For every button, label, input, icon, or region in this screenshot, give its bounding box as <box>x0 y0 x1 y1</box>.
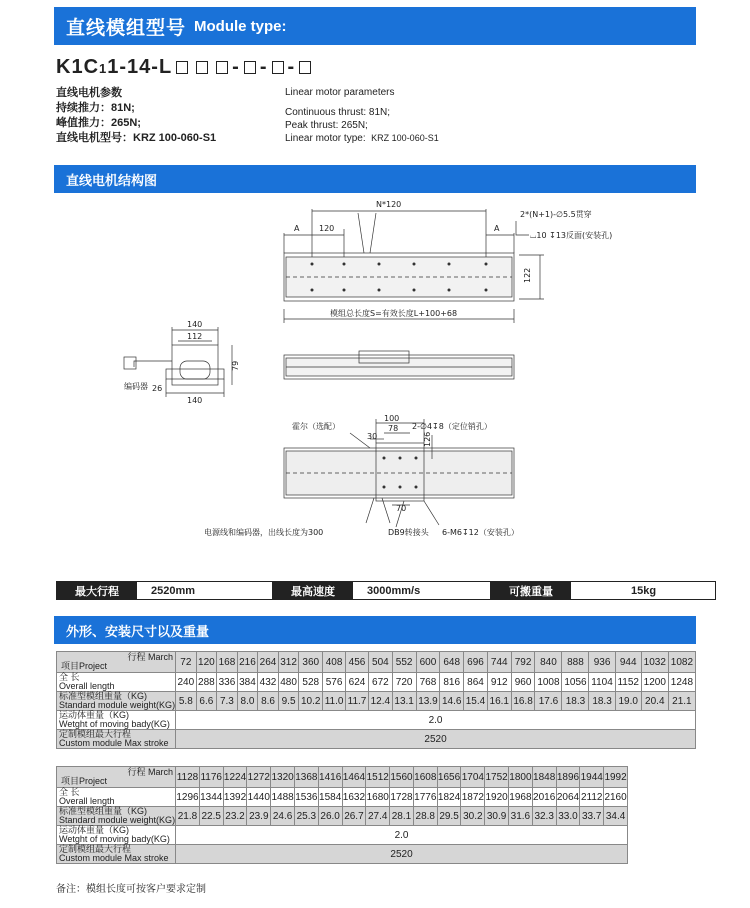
table-cell: 648 <box>440 652 464 673</box>
hole-note-1: 2*(N+1)-∅5.5贯穿 <box>520 210 592 219</box>
table-cell: 1056 <box>562 673 589 692</box>
table-cell: 944 <box>615 652 641 673</box>
table-cell: 18.3 <box>562 692 589 711</box>
table-cell: 240 <box>176 673 197 692</box>
table-cell: 1488 <box>271 788 295 807</box>
table-cell: 960 <box>511 673 535 692</box>
table-cell: 720 <box>392 673 416 692</box>
table-cell: 840 <box>535 652 562 673</box>
table-cell: 6.6 <box>196 692 217 711</box>
hall-label: 霍尔（选配） <box>292 422 340 431</box>
table-cell: 13.9 <box>416 692 440 711</box>
table-cell: 1704 <box>461 767 485 788</box>
table-cell: 29.5 <box>437 807 461 826</box>
table-cell: 1920 <box>485 788 509 807</box>
structure-drawing <box>54 193 696 563</box>
table-cell: 30.2 <box>461 807 485 826</box>
table-cell: 18.3 <box>589 692 615 711</box>
spec-payload: 可搬重量 15kg <box>490 581 716 600</box>
table-cell: 1368 <box>294 767 318 788</box>
table-row: 全 长 Overall length 1296 1344 1392 1440 1488 1536 1584 1632 1680 1728 1776 1824 1872 1920 1968 2016 2064 2112 2160 <box>57 788 628 807</box>
table-cell: 12.4 <box>368 692 392 711</box>
table-cell: 17.6 <box>535 692 562 711</box>
table-cell: 1128 <box>176 767 200 788</box>
table-cell: 20.4 <box>641 692 668 711</box>
table-cell: 1082 <box>668 652 695 673</box>
dim-n120: N*120 <box>376 200 402 209</box>
table-cell: 1152 <box>615 673 641 692</box>
dim-26: 26 <box>152 384 163 393</box>
table-cell: 10.2 <box>299 692 323 711</box>
table-cell: 1104 <box>589 673 615 692</box>
banner-title-en: Module type: <box>194 17 287 35</box>
dim-126: 126 <box>423 431 432 447</box>
table-cell: 600 <box>416 652 440 673</box>
footnote: 备注：模组长度可按客户要求定制 <box>56 884 206 895</box>
encoder-label: 编码器 <box>124 382 148 391</box>
table-cell: 768 <box>416 673 440 692</box>
mount-hole-note: 6-M6↧12（安装孔） <box>442 528 519 537</box>
table-cell: 816 <box>440 673 464 692</box>
table-cell: 1872 <box>461 788 485 807</box>
table-cell: 408 <box>323 652 346 673</box>
table-cell: 1512 <box>366 767 390 788</box>
dimension-table-2 <box>56 766 628 864</box>
table-cell: 480 <box>278 673 299 692</box>
table-cell: 2520 <box>176 845 628 864</box>
table-cell: 31.6 <box>509 807 533 826</box>
table-cell: 26.0 <box>318 807 342 826</box>
table-cell: 11.7 <box>346 692 369 711</box>
motor-params-cn: 直线电机参数 持续推力：81N; 峰值推力：265N; 直线电机型号：KRZ 100-060-S1 <box>56 87 217 144</box>
table-cell: 120 <box>196 652 217 673</box>
table-row: 行程 March 项目Project 1128 1176 1224 1272 1320 1368 1416 1464 1512 1560 1608 1656 1704 1752 1800 1848 1896 1944 1992 <box>57 767 628 788</box>
table-cell: 1800 <box>509 767 533 788</box>
dim-122: 122 <box>523 267 532 283</box>
table-cell: 1584 <box>318 788 342 807</box>
table-cell: 2016 <box>532 788 556 807</box>
table-cell: 888 <box>562 652 589 673</box>
table-cell: 528 <box>299 673 323 692</box>
table-cell: 72 <box>176 652 197 673</box>
table-cell: 2520 <box>176 730 696 749</box>
table-cell: 2.0 <box>176 711 696 730</box>
table-cell: 1440 <box>247 788 271 807</box>
table-cell: 19.0 <box>615 692 641 711</box>
table-cell: 25.3 <box>294 807 318 826</box>
table-cell: 21.1 <box>668 692 695 711</box>
table-cell: 336 <box>217 673 238 692</box>
table-cell: 1176 <box>199 767 223 788</box>
table-cell: 264 <box>258 652 279 673</box>
dim-a-left: A <box>294 224 300 233</box>
table-cell: 11.0 <box>323 692 346 711</box>
table-cell: 7.3 <box>217 692 238 711</box>
table-cell: 14.6 <box>440 692 464 711</box>
table-cell: 288 <box>196 673 217 692</box>
table-cell: 1224 <box>223 767 247 788</box>
table-cell: 672 <box>368 673 392 692</box>
table-cell: 24.6 <box>271 807 295 826</box>
dim-112: 112 <box>187 332 203 341</box>
table-cell: 168 <box>217 652 238 673</box>
table-cell: 1200 <box>641 673 668 692</box>
banner-title-cn: 直线模组型号 <box>66 17 187 39</box>
module-type-banner <box>54 7 696 45</box>
table-cell: 28.8 <box>413 807 437 826</box>
spec-max-speed: 最高速度 3000mm/s <box>272 581 498 600</box>
table-cell: 8.0 <box>237 692 258 711</box>
model-code: K1C11-14-L - - - <box>56 56 315 79</box>
table-cell: 624 <box>346 673 369 692</box>
table-row: 运动体重量（KG) Wetght of moving bady(KG) 2.0 <box>57 711 696 730</box>
dimension-table-1 <box>56 651 696 749</box>
table-cell: 9.5 <box>278 692 299 711</box>
table-cell: 1752 <box>485 767 509 788</box>
dim-a-right: A <box>494 224 500 233</box>
motor-params-en: Linear motor parameters Continuous thrust: 81N; Peak thrust: 265N; Linear motor type: KRZ 100-060-S1 <box>285 87 439 144</box>
cable-note: 电源线和编码器，出线长度为300 <box>204 528 324 537</box>
table-cell: 864 <box>464 673 488 692</box>
table-cell: 23.9 <box>247 807 271 826</box>
table-cell: 34.4 <box>604 807 628 826</box>
table-cell: 16.8 <box>511 692 535 711</box>
table-cell: 912 <box>487 673 511 692</box>
table-cell: 1248 <box>668 673 695 692</box>
dim-140-bottom: 140 <box>187 396 203 405</box>
table-row: 定制模组最大行程 Custom module Max stroke 2520 <box>57 845 628 864</box>
table-row: 全 长 Overall length 240 288 336 384 432 480 528 576 624 672 720 768 816 864 912 960 1008 1056 1104 1152 1200 1248 <box>57 673 696 692</box>
table-cell: 696 <box>464 652 488 673</box>
dim-70: 70 <box>396 504 407 513</box>
table-cell: 30.9 <box>485 807 509 826</box>
code-box <box>244 61 256 74</box>
dim-120: 120 <box>319 224 335 233</box>
total-length: 模组总长度S=有效长度L+100+68 <box>330 309 458 318</box>
table-cell: 15.4 <box>464 692 488 711</box>
table-cell: 13.1 <box>392 692 416 711</box>
code-box <box>176 61 188 74</box>
dimensions-banner: 外形、安装尺寸以及重量 <box>54 616 696 644</box>
table-row: 运动体重量（KG) Wetght of moving bady(KG) 2.0 <box>57 826 628 845</box>
table-row: 定制模组最大行程 Custom module Max stroke 2520 <box>57 730 696 749</box>
table-row: 行程 March 项目Project 72 120 168 216 264 312 360 408 456 504 552 600 648 696 744 792 840 888 936 944 1032 1082 <box>57 652 696 673</box>
table-cell: 5.8 <box>176 692 197 711</box>
table-cell: 2112 <box>580 788 604 807</box>
table-cell: 1776 <box>413 788 437 807</box>
table-cell: 312 <box>278 652 299 673</box>
dim-140-top: 140 <box>187 320 203 329</box>
table-cell: 1032 <box>641 652 668 673</box>
structure-banner: 直线电机结构图 <box>54 165 696 193</box>
table-cell: 1656 <box>437 767 461 788</box>
table-cell: 1728 <box>390 788 414 807</box>
hole-note-2: ⌴10 ↧13反面(安装孔) <box>530 231 613 240</box>
table-cell: 1992 <box>604 767 628 788</box>
table-cell: 1944 <box>580 767 604 788</box>
table-cell: 2064 <box>556 788 580 807</box>
table-cell: 1320 <box>271 767 295 788</box>
table-cell: 1392 <box>223 788 247 807</box>
table-cell: 23.2 <box>223 807 247 826</box>
table-cell: 26.7 <box>342 807 366 826</box>
table-cell: 27.4 <box>366 807 390 826</box>
spec-max-stroke: 最大行程 2520mm <box>56 581 282 600</box>
table-cell: 744 <box>487 652 511 673</box>
table-cell: 8.6 <box>258 692 279 711</box>
code-box <box>196 61 208 74</box>
table-cell: 1632 <box>342 788 366 807</box>
table-cell: 1824 <box>437 788 461 807</box>
table-cell: 384 <box>237 673 258 692</box>
table-cell: 1536 <box>294 788 318 807</box>
code-box <box>299 61 311 74</box>
table-cell: 1896 <box>556 767 580 788</box>
table-cell: 504 <box>368 652 392 673</box>
table-cell: 32.3 <box>532 807 556 826</box>
db9-note: DB9转接头 <box>388 528 429 537</box>
dim-100: 100 <box>384 414 400 423</box>
dim-30: 30 <box>367 432 378 441</box>
table-cell: 1608 <box>413 767 437 788</box>
table-cell: 1464 <box>342 767 366 788</box>
table-cell: 936 <box>589 652 615 673</box>
table-cell: 2160 <box>604 788 628 807</box>
table-cell: 792 <box>511 652 535 673</box>
code-box <box>216 61 228 74</box>
table-cell: 2.0 <box>176 826 628 845</box>
table-cell: 1272 <box>247 767 271 788</box>
table-cell: 360 <box>299 652 323 673</box>
table-row: 标准型模组重量（KG) Standard module weight(KG) 5.8 6.6 7.3 8.0 8.6 9.5 10.2 11.0 11.7 12.4 13.1 13.9 14.6 15.4 16.1 16.8 17.6 18.3 18.3 19.0 20.4 21.1 <box>57 692 696 711</box>
table-cell: 552 <box>392 652 416 673</box>
table-cell: 1344 <box>199 788 223 807</box>
table-cell: 33.0 <box>556 807 580 826</box>
table-cell: 216 <box>237 652 258 673</box>
table-cell: 1416 <box>318 767 342 788</box>
table-row: 标准型模组重量（KG) Standard module weight(KG) 21.8 22.5 23.2 23.9 24.6 25.3 26.0 26.7 27.4 28.1 28.8 29.5 30.2 30.9 31.6 32.3 33.0 33.7 34.4 <box>57 807 628 826</box>
dim-78: 78 <box>388 424 399 433</box>
table-cell: 21.8 <box>176 807 200 826</box>
table-cell: 1680 <box>366 788 390 807</box>
code-box <box>272 61 284 74</box>
table-cell: 16.1 <box>487 692 511 711</box>
table-cell: 1968 <box>509 788 533 807</box>
table-cell: 432 <box>258 673 279 692</box>
table-cell: 28.1 <box>390 807 414 826</box>
table-cell: 1296 <box>176 788 200 807</box>
table-cell: 1560 <box>390 767 414 788</box>
table-cell: 33.7 <box>580 807 604 826</box>
table-cell: 456 <box>346 652 369 673</box>
table-cell: 576 <box>323 673 346 692</box>
pin-hole-note: 2-∅4↧8（定位销孔） <box>412 422 492 431</box>
table-cell: 22.5 <box>199 807 223 826</box>
table-cell: 1848 <box>532 767 556 788</box>
table-cell: 1008 <box>535 673 562 692</box>
dim-79: 79 <box>231 360 240 371</box>
